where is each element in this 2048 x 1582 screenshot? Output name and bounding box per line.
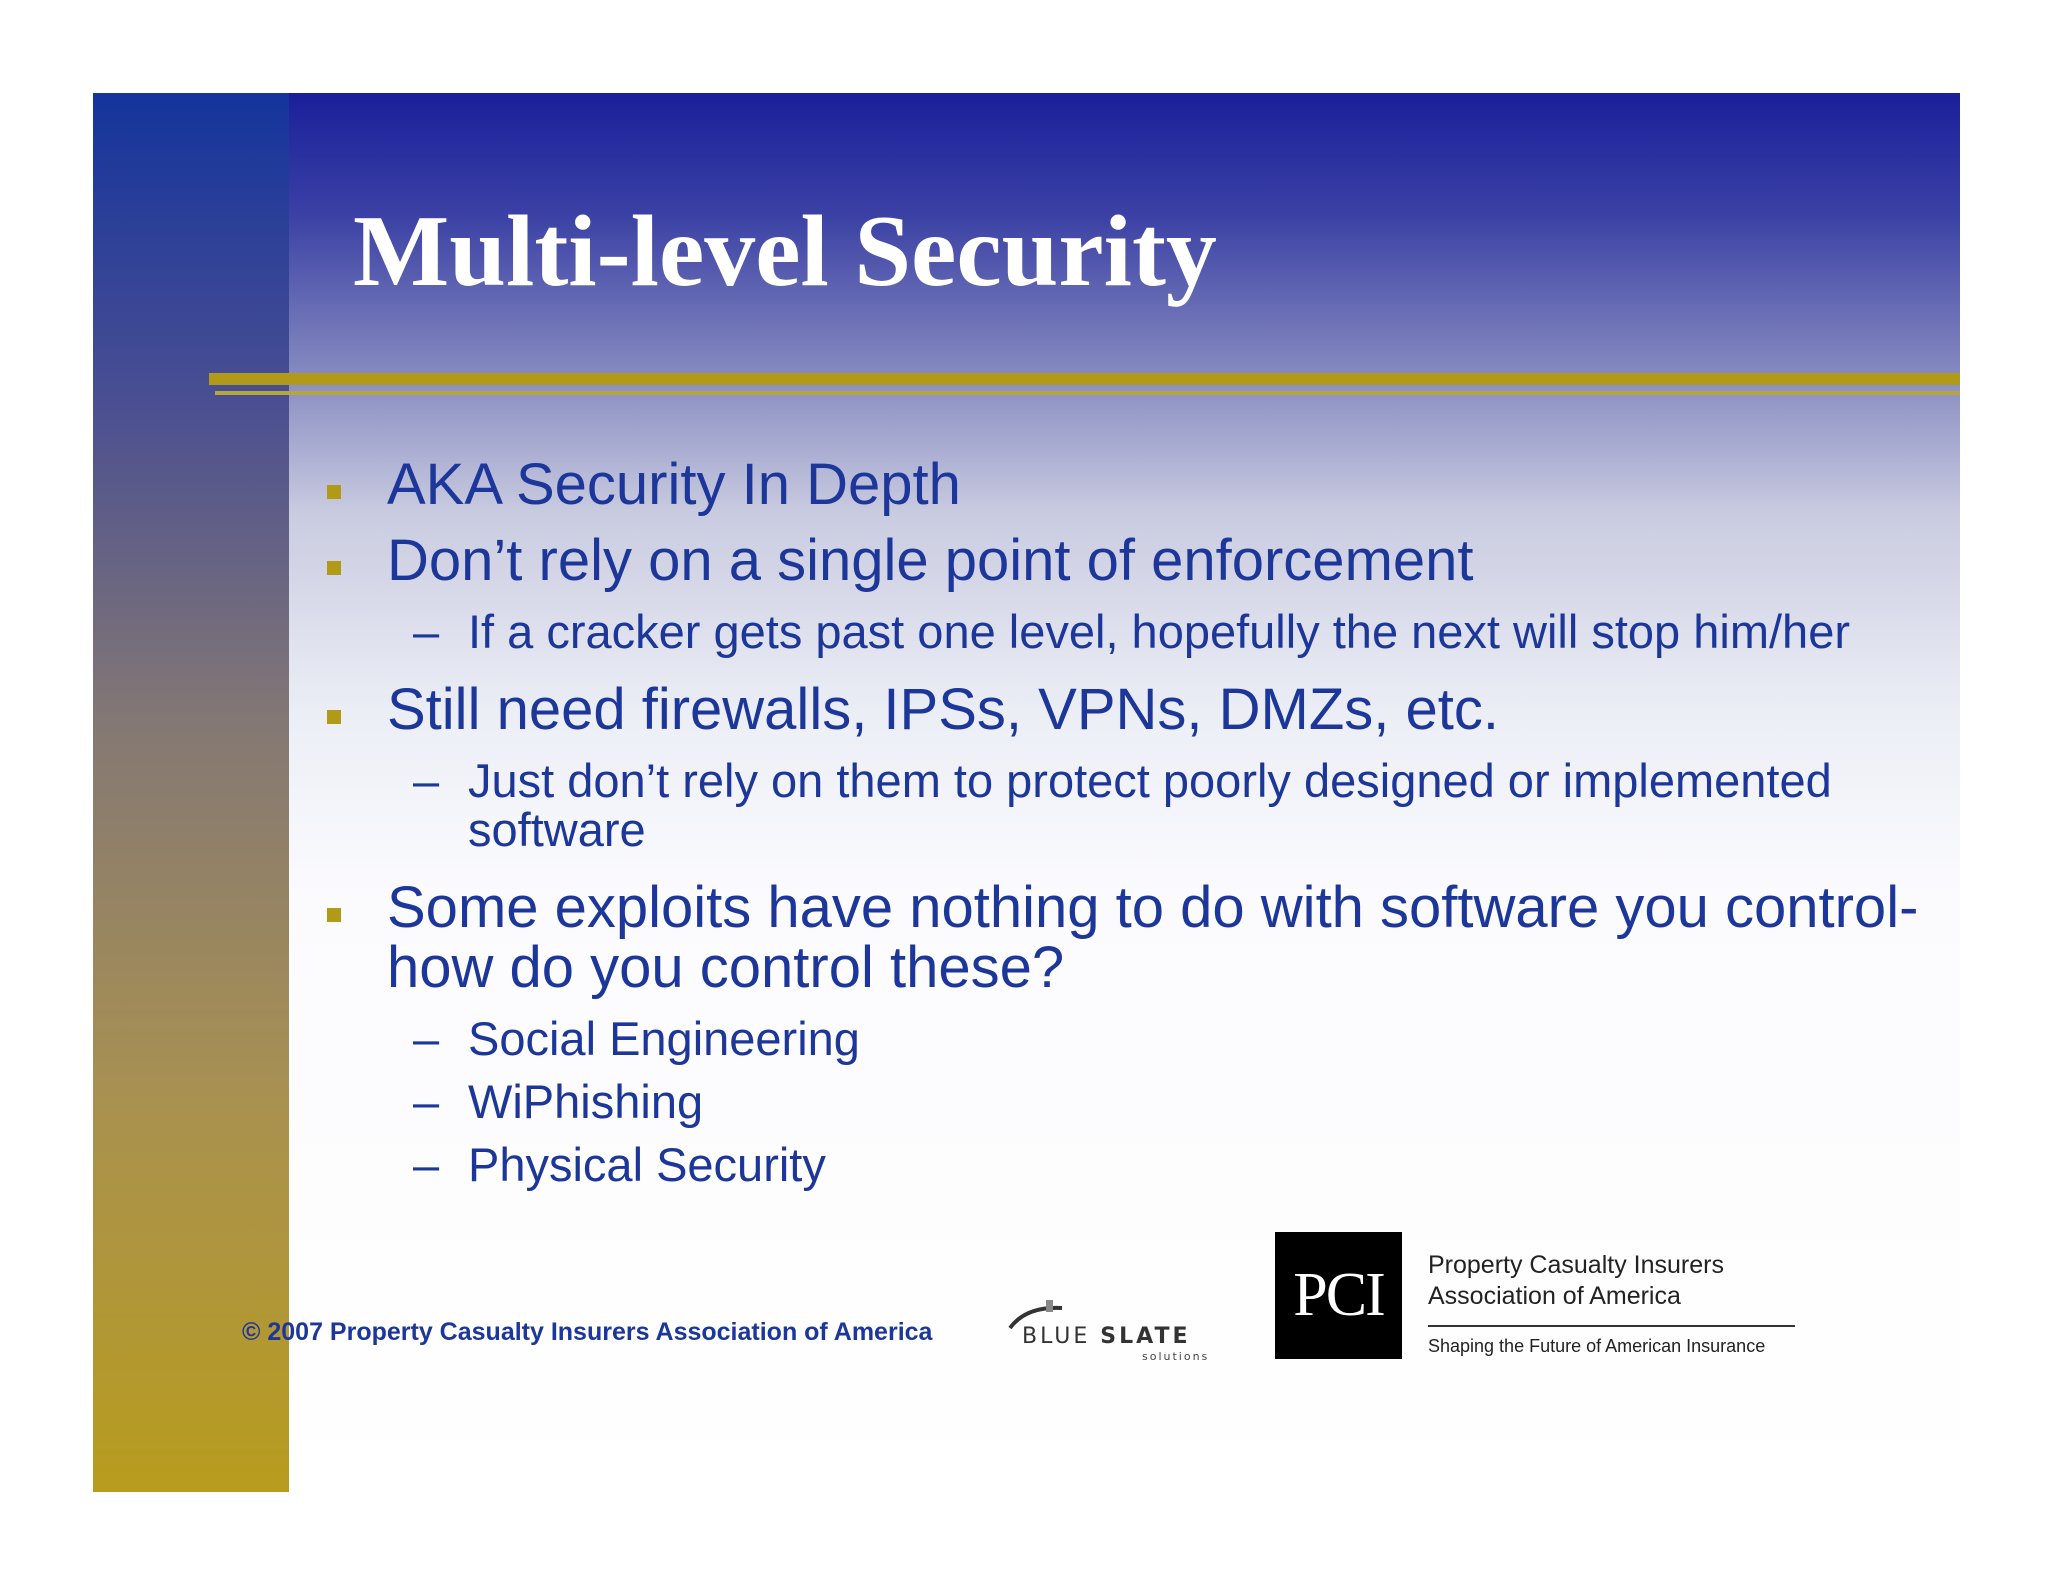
square-bullet-icon xyxy=(327,710,341,724)
bullet-list xyxy=(323,452,1923,1203)
dash-bullet-icon: – xyxy=(413,1012,440,1065)
pci-divider xyxy=(1428,1325,1795,1327)
bullet-text: Some exploits have nothing to do with software you control-how do you control these? xyxy=(387,875,1919,1000)
pci-name-line-1: Property Casualty Insurers xyxy=(1428,1251,1724,1279)
blue-slate-word-slate: SLATE xyxy=(1100,1324,1191,1349)
dash-bullet-icon: – xyxy=(413,754,440,807)
copyright-notice: © 2007 Property Casualty Insurers Association of America xyxy=(242,1318,933,1346)
sub-bullet-text: If a cracker gets past one level, hopefully the next will stop him/her xyxy=(468,605,1850,658)
dash-bullet-icon: – xyxy=(413,1138,440,1191)
pci-name-line-2: Association of America xyxy=(1428,1282,1681,1310)
blue-slate-wordmark xyxy=(1022,1324,1190,1349)
slide-title: Multi-level Security xyxy=(353,195,1217,308)
title-divider-thin xyxy=(215,391,1960,395)
bullet-item xyxy=(323,452,1923,517)
bullet-text: AKA Security In Depth xyxy=(387,452,961,517)
sub-bullet-text: WiPhishing xyxy=(468,1075,704,1128)
square-bullet-icon xyxy=(327,485,341,499)
sub-bullet-item xyxy=(323,756,1923,854)
pci-logo-mark: PCI xyxy=(1275,1232,1402,1359)
title-divider-thick xyxy=(209,373,1960,385)
dash-bullet-icon: – xyxy=(413,1075,440,1128)
bullet-item xyxy=(323,875,1923,1000)
sub-bullet-item xyxy=(323,1014,1923,1063)
dash-bullet-icon: – xyxy=(413,605,440,658)
pci-tagline: Shaping the Future of American Insurance xyxy=(1428,1336,1766,1356)
sub-bullet-text: Physical Security xyxy=(468,1138,826,1191)
pci-organization-name xyxy=(1428,1250,1724,1312)
left-accent-bar xyxy=(93,93,289,1492)
bullet-text: Don’t rely on a single point of enforcement xyxy=(387,528,1474,593)
bullet-item xyxy=(323,677,1923,742)
sub-bullet-text: Just don’t rely on them to protect poorly designed or implemented software xyxy=(468,754,1832,856)
sub-bullet-item xyxy=(323,1140,1923,1189)
square-bullet-icon xyxy=(327,561,341,575)
square-bullet-icon xyxy=(327,908,341,922)
sub-bullet-item xyxy=(323,607,1923,656)
bullet-item xyxy=(323,528,1923,593)
bullet-text: Still need firewalls, IPSs, VPNs, DMZs, etc. xyxy=(387,677,1499,742)
blue-slate-word-blue: BLUE xyxy=(1022,1324,1091,1349)
blue-slate-subtitle: solutions xyxy=(1142,1350,1210,1363)
blue-slate-logo xyxy=(1004,1294,1236,1364)
sub-bullet-item xyxy=(323,1077,1923,1126)
sub-bullet-text: Social Engineering xyxy=(468,1012,860,1065)
